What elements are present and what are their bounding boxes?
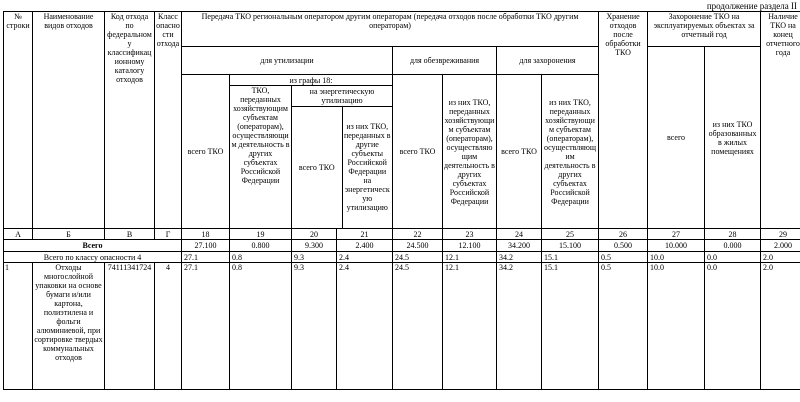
row1-cell: 27.1 (182, 263, 230, 390)
header-utilization: для утилизации (182, 47, 393, 75)
section-continuation-note: продолжение раздела II (706, 1, 797, 11)
header-burial-other-subjects: из них ТКО, переданных хозяйствующим субъектам (операторам), осуществляющим деятельность в других субъектах Российской Федерации (542, 75, 599, 229)
col-letter: А (4, 229, 33, 240)
header-landfill-residential: из них ТКО образованных в жилых помещениях (705, 47, 761, 229)
total-cell: 0.800 (230, 240, 292, 252)
header-burial-total: всего ТКО (497, 75, 542, 229)
row1-cell: 0.5 (599, 263, 648, 390)
col-number: 24 (497, 229, 542, 240)
class4-cell: 2.0 (761, 252, 800, 263)
row1-cell: 0.0 (705, 263, 761, 390)
row1-cell: 2.0 (761, 263, 800, 390)
row1-hazard-class: 4 (155, 263, 182, 390)
header-energy: на энергетическую утилизацию (292, 86, 392, 106)
row1-cell: 15.1 (542, 263, 599, 390)
class4-cell: 0.5 (599, 252, 648, 263)
col-number: 29 (761, 229, 800, 240)
total-cell: 34.200 (497, 240, 542, 252)
total-cell: 10.000 (648, 240, 705, 252)
col-letter: В (105, 229, 155, 240)
header-waste-name: Наименование видов отходов (33, 12, 105, 229)
class4-cell: 12.1 (443, 252, 497, 263)
header-from-col-18: из графы 18: (230, 75, 393, 86)
header-hazard-class: Класс опасности отхода (155, 12, 182, 229)
header-landfill: Захоронение ТКО на эксплуатируемых объектах за отчетный год (648, 12, 761, 47)
class4-cell: 15.1 (542, 252, 599, 263)
class4-cell: 10.0 (648, 252, 705, 263)
row1-cell: 24.5 (393, 263, 443, 390)
header-row-number: № строки (4, 12, 33, 229)
header-waste-code: Код отхода по федеральному классификационному каталогу отходов (105, 12, 155, 229)
row1-cell: 12.1 (443, 263, 497, 390)
col-number: 28 (705, 229, 761, 240)
row1-cell: 10.0 (648, 263, 705, 390)
row1-cell: 9.3 (292, 263, 337, 390)
header-energy-group (292, 86, 393, 229)
row1-waste-code: 74111341724 (105, 263, 155, 390)
header-landfill-total: всего (648, 47, 705, 229)
header-energy-other-subjects: из них ТКО, переданных в другие субъекты Российской Федерации на энергетическую утилизацию (343, 122, 391, 213)
total-cell: 2.400 (337, 240, 393, 252)
total-cell: 9.300 (292, 240, 337, 252)
total-cell: 27.100 (182, 240, 230, 252)
class4-cell: 24.5 (393, 252, 443, 263)
col-number: 19 (230, 229, 292, 240)
row1-cell: 0.8 (230, 263, 292, 390)
col-letter: Б (33, 229, 105, 240)
row1-waste-name: Отходы многослойной упаковки на основе бумаги и/или картона, полиэтилена и фольги алюминиевой, при сортировке твердых коммунальных отходов (33, 263, 105, 390)
total-cell: 24.500 (393, 240, 443, 252)
class4-cell: 0.0 (705, 252, 761, 263)
class4-cell: 27.1 (182, 252, 230, 263)
col-number: 20 (292, 229, 337, 240)
header-transfer: Передача ТКО региональным оператором другим операторам (передача отходов после обработки ТКО другим операторам) (182, 12, 599, 47)
col-letter: Г (155, 229, 182, 240)
header-remaining: Наличие ТКО на конец отчетного года (761, 12, 800, 229)
header-burial: для захоронения (497, 47, 599, 75)
total-cell: 12.100 (443, 240, 497, 252)
header-util-other-subjects: ТКО, переданных хозяйствующим субъектам (операторам), осуществляющим деятельность в других субъектах Российской Федерации (230, 86, 292, 229)
header-util-total: всего ТКО (182, 75, 230, 229)
total-cell: 0.000 (705, 240, 761, 252)
row1-cell: 34.2 (497, 263, 542, 390)
col-number: 22 (393, 229, 443, 240)
total-cell: 0.500 (599, 240, 648, 252)
total-row-label: Всего (4, 240, 182, 252)
class4-cell: 9.3 (292, 252, 337, 263)
row1-number: 1 (4, 263, 33, 390)
col-number: 23 (443, 229, 497, 240)
header-storage: Хранение отходов после обработки ТКО (599, 12, 648, 229)
row1-cell: 2.4 (337, 263, 393, 390)
header-neutralization: для обезвреживания (393, 47, 497, 75)
col-number: 21 (337, 229, 393, 240)
header-energy-total: всего ТКО (292, 106, 342, 228)
col-number: 25 (542, 229, 599, 240)
class4-cell: 34.2 (497, 252, 542, 263)
class4-row-label: Всего по классу опасности 4 (4, 252, 182, 263)
col-number: 18 (182, 229, 230, 240)
col-number: 26 (599, 229, 648, 240)
header-neutral-other-subjects: из них ТКО, переданных хозяйствующим субъектам (операторам), осуществляющим деятельность в других субъектах Российской Федерации (443, 75, 497, 229)
total-cell: 15.100 (542, 240, 599, 252)
header-neutral-total: всего ТКО (393, 75, 443, 229)
col-number: 27 (648, 229, 705, 240)
total-cell: 2.000 (761, 240, 800, 252)
report-table (3, 11, 800, 390)
class4-cell: 2.4 (337, 252, 393, 263)
class4-cell: 0.8 (230, 252, 292, 263)
